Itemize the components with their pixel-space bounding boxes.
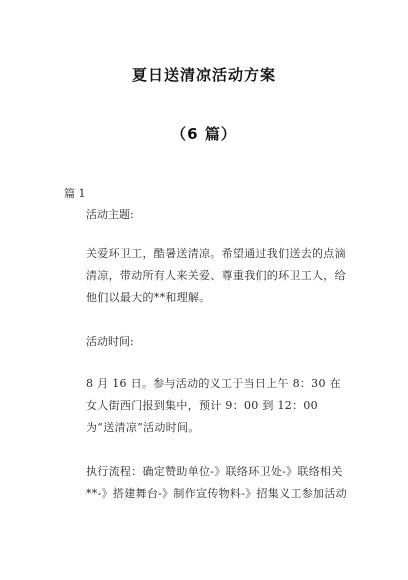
document-subtitle: （6 篇） [171, 125, 237, 143]
time-heading: 活动时间: [86, 335, 134, 348]
process-text: 执行流程：确定赞助单位-》联络环卫处-》联络相关**-》搭建舞台-》制作宣传物料-》招集义工参加活动 [86, 465, 347, 500]
process-paragraph [86, 461, 348, 505]
theme-heading: 活动主题: [86, 208, 134, 221]
theme-text: 关爱环卫工，酷暑送清凉。希望通过我们送去的点滴清凉，带动所有人来关爱、尊重我们的环卫工人，给他们以最大的**和理解。 [86, 247, 346, 304]
document-title: 夏日送清凉活动方案 [131, 66, 276, 84]
theme-paragraph [86, 243, 348, 309]
time-paragraph [86, 373, 348, 439]
section-label: 篇 1 [64, 187, 86, 200]
time-text: 8 月 16 日。参与活动的义工于当日上午 8：30 在女人街西门报到集中，预计 9：00 到 12：00 为“送清凉”活动时间。 [86, 377, 341, 434]
